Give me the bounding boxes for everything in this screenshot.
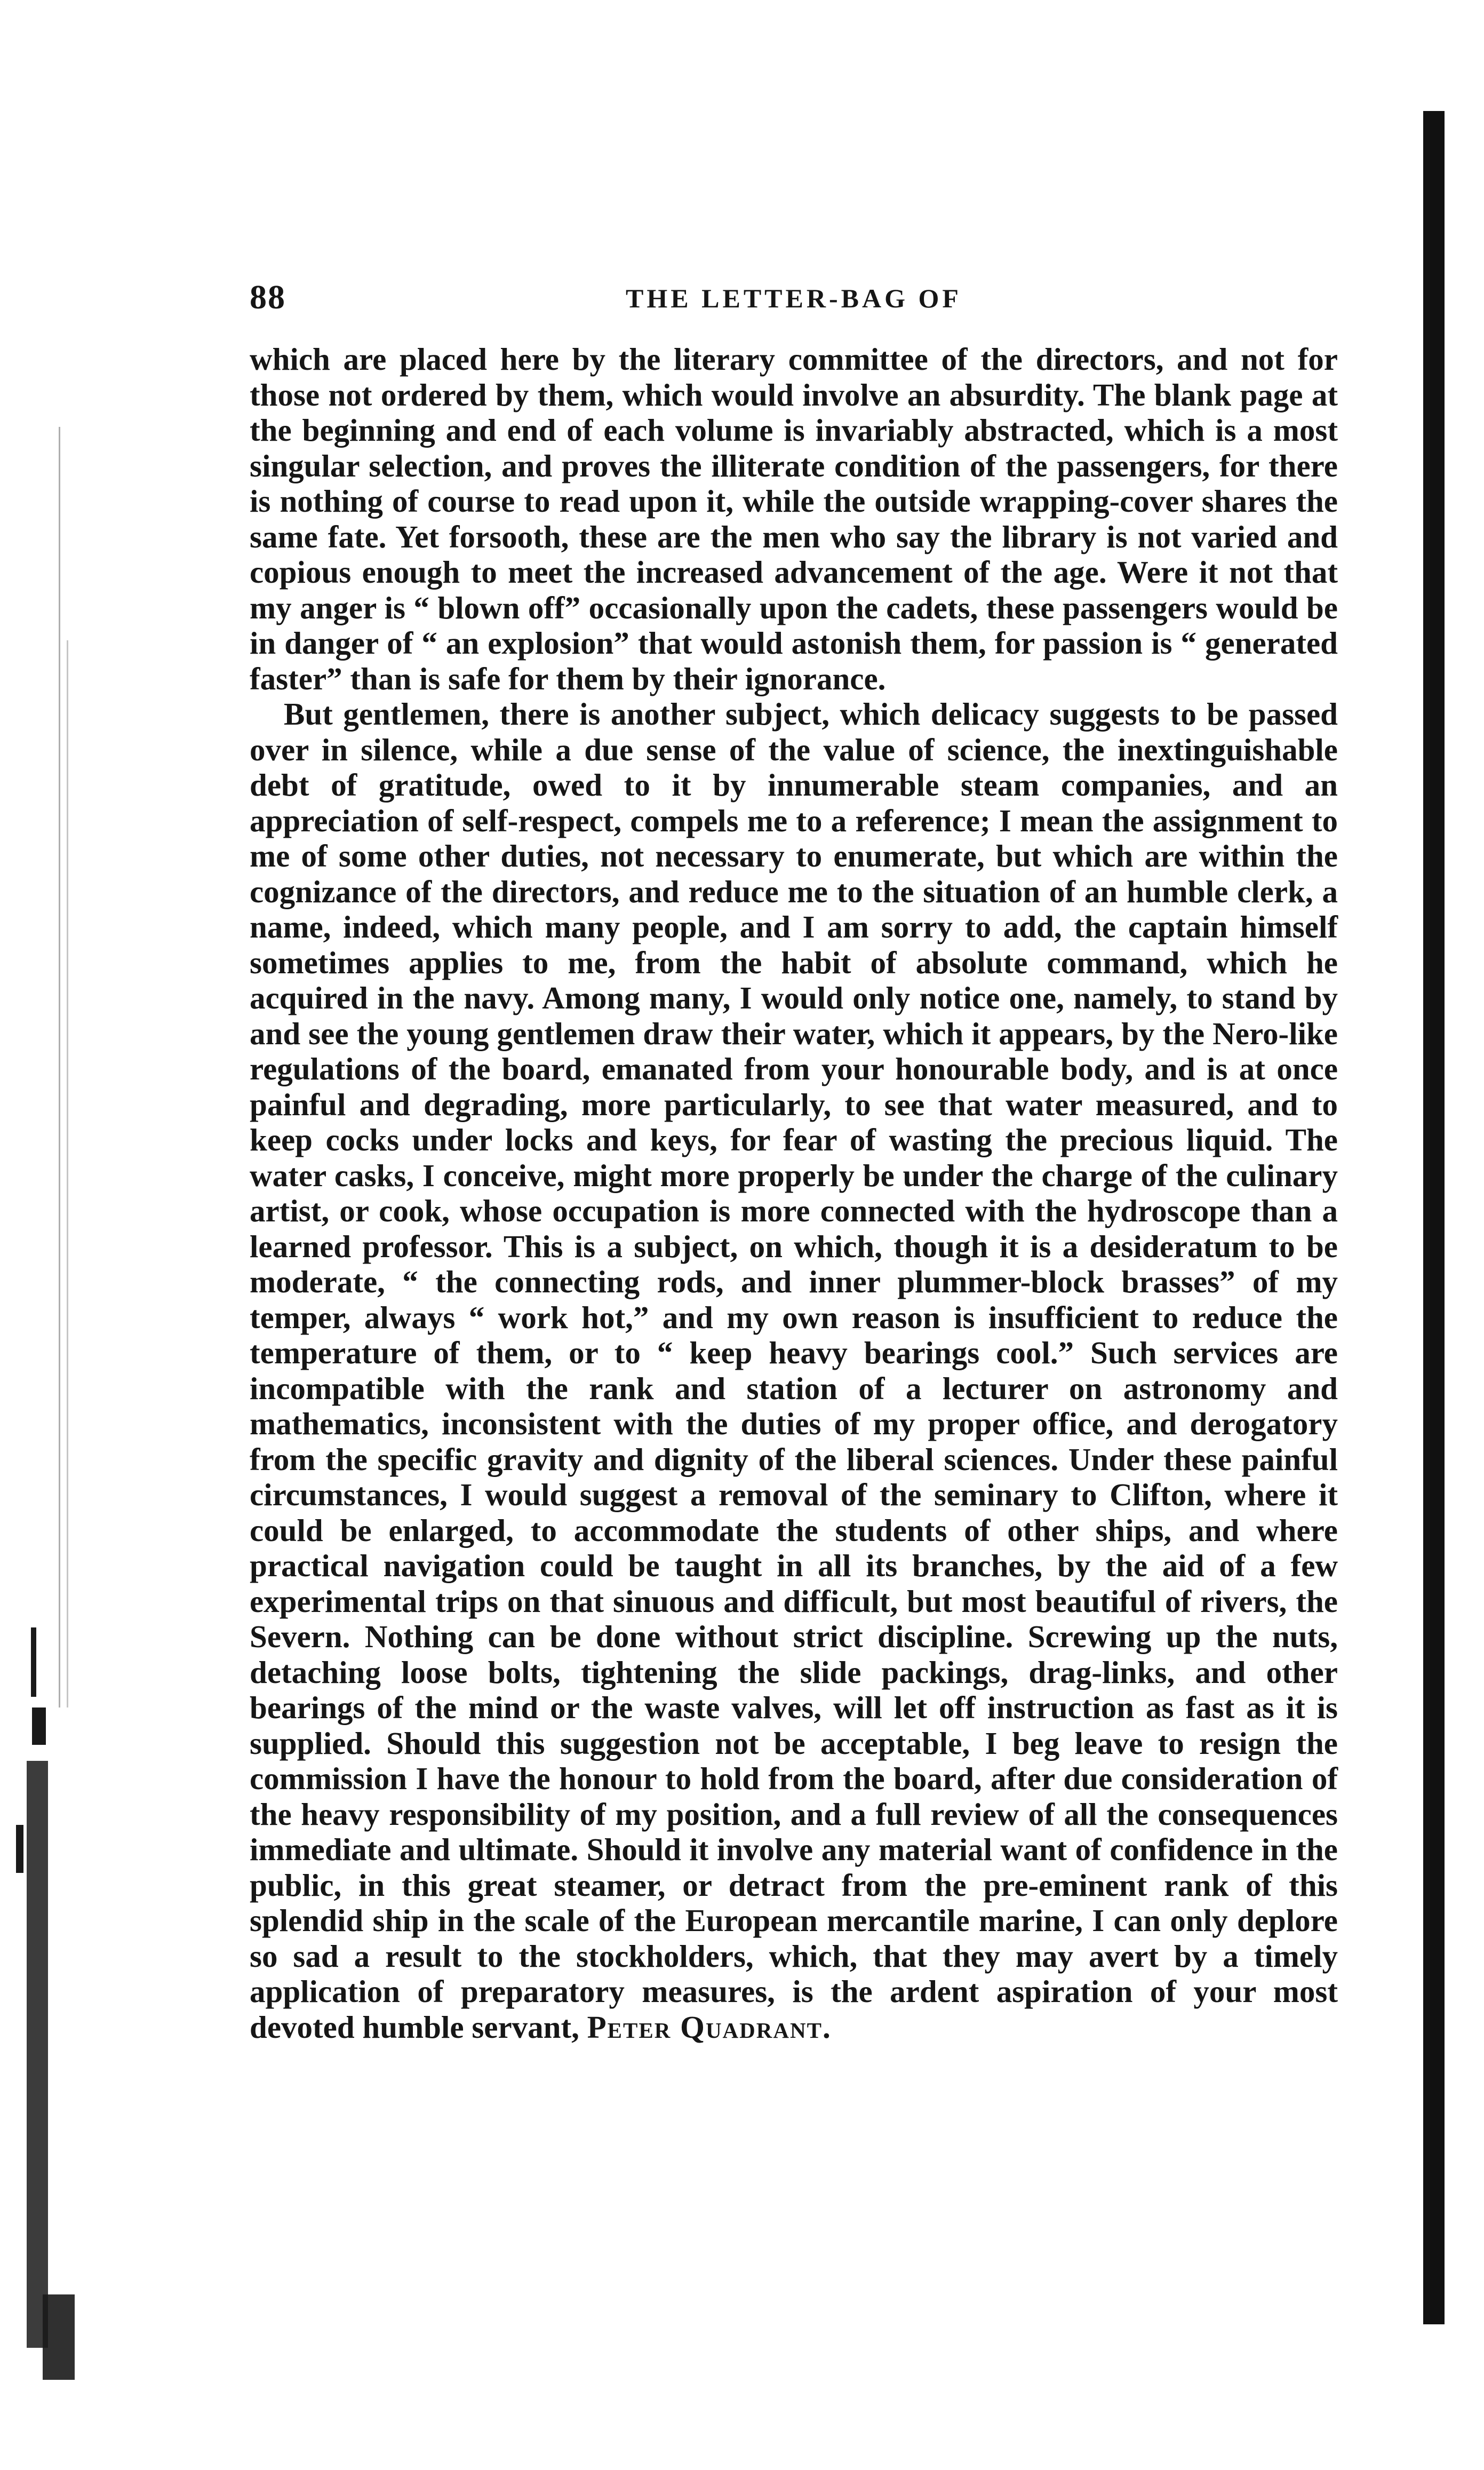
running-title: THE LETTER-BAG OF bbox=[626, 283, 962, 313]
signature: Peter Quadrant. bbox=[587, 2009, 832, 2045]
paragraph-2-text: But gentlemen, there is another subject, which delicacy suggests to be passed over in silence, while a due sense of the value of science, the inextinguishable debt of gratitude, owed to it by innumerable steam companies, and an appreciation of self-respect, compels me to a reference; I mean the assignment to me of some other duties, not necessary to enumerate, but which are within the cognizance of the directors, and reduce me to the situation of an humble clerk, a name, indeed, which many people, and I am sorry to add, the captain himself sometimes applies to me, from the habit of absolute command, which he acquired in the navy. Among many, I would only notice one, namely, to stand by and see the young gentlemen draw their water, which it appears, by the Nero-like regulations of the board, emanated from your honourable body, and is at once painful and degrading, more particularly, to see that water measured, and to keep cocks under locks and keys, for fear of wasting the precious liquid. The water casks, I conceive, might more properly be under the charge of the culinary artist, or cook, whose occupation is more connected with the hydroscope than a learned professor. This is a subject, on which, though it is a desideratum to be moderate, “ the connecting rods, and inner plummer-block brasses” of my temper, always “ work hot,” and my own reason is insufficient to reduce the temperature of them, or to “ keep heavy bearings cool.” Such services are incompatible with the rank and station of a lecturer on astronomy and mathematics, inconsistent with the duties of my proper office, and derogatory from the specific gravity and dignity of the liberal sciences. Under these painful circumstances, I would suggest a removal of the seminary to Clifton, where it could be enlarged, to accommodate the students of other ships, and where practical navigation could be taught in all its branches, by the aid of a few experimental trips on that sinuous and difficult, but most beautiful of rivers, the Severn. Nothing can be done without strict discipline. Screwing up the nuts, detaching loose bolts, tightening the slide packings, drag-links, and other bearings of the mind or the waste valves, will let off instruction as fast as it is supplied. Should this suggestion not be acceptable, I beg leave to resign the commission I have the honour to hold from the board, after due consideration of the heavy responsibility of my position, and a full review of all the consequences immediate and ultimate. Should it involve any material want of confidence in the public, in this great steamer, or detract from the pre-eminent rank of this splendid ship in the scale of the European mercantile marine, I can only deplore so sad a result to the stockholders, which, that they may avert by a timely application of preparatory measures, is the ardent aspiration of your most devoted humble servant, bbox=[250, 696, 1338, 2045]
scan-gutter-shadow bbox=[0, 0, 107, 2470]
scan-edge-bar bbox=[1423, 111, 1445, 2324]
paragraph-2 bbox=[250, 696, 1338, 2045]
paragraph-1: which are placed here by the literary committee of the directors, and not for those not ordered by them, which would involve an absurdity. The blank page at the beginning and end of each volume is invariably abstracted, which is a most singular selection, and proves the illiterate condition of the passengers, for there is nothing of course to read upon it, while the outside wrapping-cover shares the same fate. Yet forsooth, these are the men who say the library is not varied and copious enough to meet the increased advancement of the age. Were it not that my anger is “ blown off” occasionally upon the cadets, these passengers would be in danger of “ an explosion” that would astonish them, for passion is “ generated faster” than is safe for them by their ignorance. bbox=[250, 341, 1338, 696]
page-number: 88 bbox=[250, 278, 286, 316]
page-header bbox=[250, 277, 1338, 320]
body-text bbox=[250, 341, 1338, 2045]
